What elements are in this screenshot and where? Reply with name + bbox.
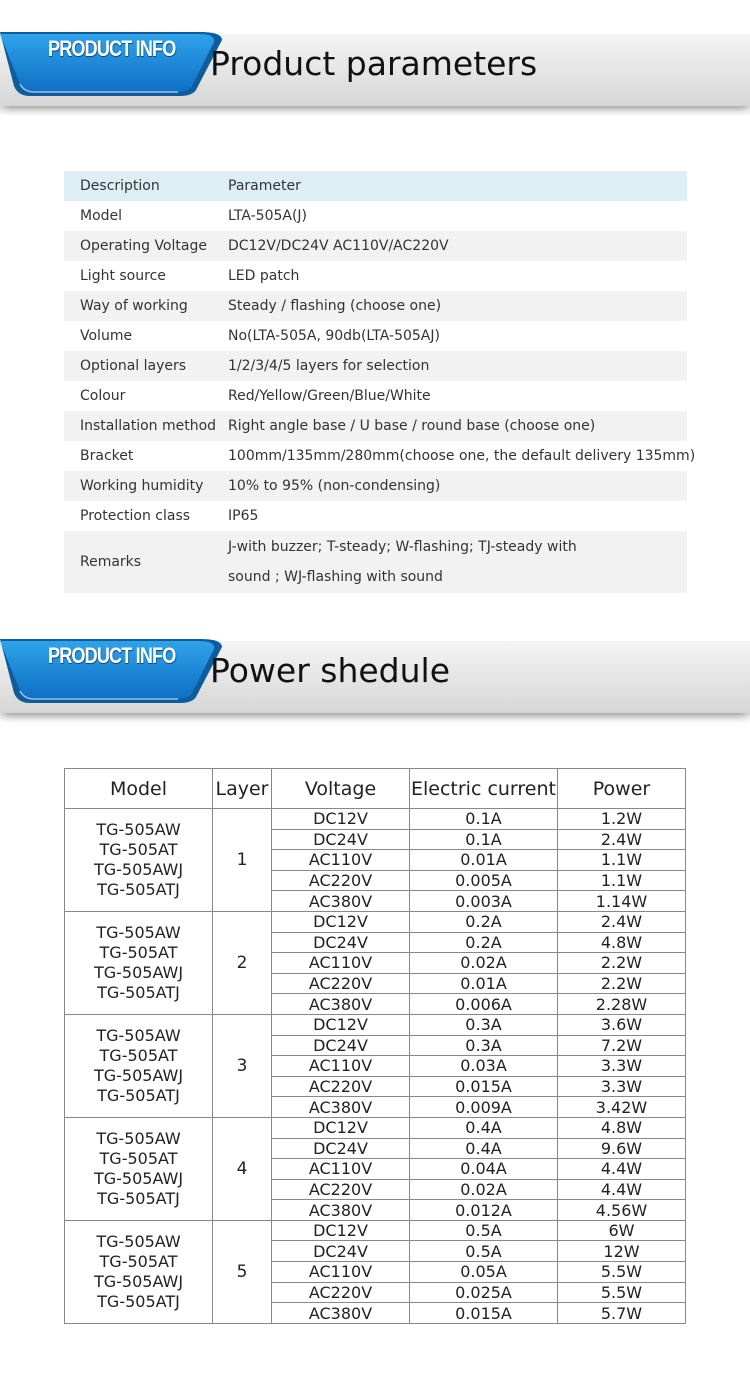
- model-name: TG-505AT: [99, 1251, 178, 1271]
- param-key: Light source: [80, 268, 166, 284]
- param-key: Optional layers: [80, 358, 187, 374]
- power-cell: 3.42W: [558, 1097, 686, 1118]
- parameters-header-row: [64, 171, 687, 201]
- current-cell: 0.1A: [410, 809, 558, 830]
- section-title: Product parameters: [210, 44, 538, 83]
- current-cell: 0.2A: [410, 911, 558, 932]
- param-value: 100mm/135mm/280mm(choose one, the default delivery 135mm): [228, 448, 696, 464]
- voltage-cell: AC380V: [272, 1097, 410, 1118]
- param-key: Way of working: [80, 298, 188, 314]
- voltage-cell: AC220V: [272, 1076, 410, 1097]
- current-cell: 0.5A: [410, 1241, 558, 1262]
- power-cell: 2.28W: [558, 994, 686, 1015]
- product-info-badge: [0, 633, 225, 703]
- current-cell: 0.4A: [410, 1138, 558, 1159]
- power-cell: 5.5W: [558, 1282, 686, 1303]
- table-row: [65, 809, 686, 830]
- voltage-cell: AC380V: [272, 1200, 410, 1221]
- voltage-cell: DC24V: [272, 1138, 410, 1159]
- table-row: [64, 471, 687, 501]
- current-cell: 0.01A: [410, 973, 558, 994]
- param-value: No(LTA-505A, 90db(LTA-505AJ): [228, 328, 440, 344]
- voltage-cell: AC110V: [272, 953, 410, 974]
- voltage-cell: AC220V: [272, 1179, 410, 1200]
- voltage-cell: AC110V: [272, 1159, 410, 1180]
- table-row: [64, 231, 687, 261]
- power-cell: 5.7W: [558, 1303, 686, 1324]
- model-name: TG-505AWJ: [93, 1168, 184, 1188]
- model-name: TG-505ATJ: [97, 879, 180, 899]
- model-name: TG-505AT: [99, 1045, 178, 1065]
- layer-cell: 1: [213, 809, 272, 912]
- model-name: TG-505AWJ: [93, 1065, 184, 1085]
- voltage-cell: DC12V: [272, 809, 410, 830]
- power-cell: 3.3W: [558, 1076, 686, 1097]
- header-layer: Layer: [213, 769, 272, 809]
- param-value: 10% to 95% (non-condensing): [228, 478, 441, 494]
- header-model: Model: [65, 769, 213, 809]
- model-cell: [65, 809, 213, 912]
- header-power: Power: [558, 769, 686, 809]
- current-cell: 0.005A: [410, 870, 558, 891]
- power-table: [64, 768, 686, 1324]
- power-header-row: [65, 769, 686, 809]
- voltage-cell: DC12V: [272, 1117, 410, 1138]
- param-value: [228, 532, 687, 592]
- param-value: LTA-505A(J): [228, 208, 308, 224]
- model-cell: [65, 1117, 213, 1220]
- model-name: TG-505AT: [99, 839, 178, 859]
- voltage-cell: DC12V: [272, 1014, 410, 1035]
- power-cell: 3.3W: [558, 1056, 686, 1077]
- table-row: [64, 291, 687, 321]
- current-cell: 0.04A: [410, 1159, 558, 1180]
- voltage-cell: DC12V: [272, 911, 410, 932]
- power-cell: 2.4W: [558, 911, 686, 932]
- voltage-cell: DC24V: [272, 932, 410, 953]
- param-key: Working humidity: [80, 478, 204, 494]
- voltage-cell: AC380V: [272, 1303, 410, 1324]
- param-value: Right angle base / U base / round base (choose one): [228, 418, 596, 434]
- table-row: [64, 201, 687, 231]
- power-cell: 2.2W: [558, 953, 686, 974]
- param-value: Red/Yellow/Green/Blue/White: [228, 388, 431, 404]
- power-cell: 1.14W: [558, 891, 686, 912]
- voltage-cell: AC220V: [272, 870, 410, 891]
- model-name: TG-505AWJ: [93, 1271, 184, 1291]
- param-value: 1/2/3/4/5 layers for selection: [228, 358, 430, 374]
- power-cell: 4.4W: [558, 1179, 686, 1200]
- model-name: TG-505AWJ: [93, 962, 184, 982]
- remarks-line: J-with buzzer; T-steady; W-flashing; TJ-steady with: [228, 539, 577, 555]
- layer-cell: 3: [213, 1014, 272, 1117]
- power-cell: 9.6W: [558, 1138, 686, 1159]
- layer-cell: 5: [213, 1220, 272, 1323]
- voltage-cell: AC220V: [272, 1282, 410, 1303]
- header-description: Description: [80, 178, 160, 194]
- param-key: Colour: [80, 388, 126, 404]
- param-key: Bracket: [80, 448, 134, 464]
- power-cell: 2.2W: [558, 973, 686, 994]
- param-value: IP65: [228, 508, 259, 524]
- power-cell: 1.1W: [558, 850, 686, 871]
- model-name: TG-505AW: [96, 1128, 181, 1148]
- table-row: [64, 441, 696, 471]
- header-parameter: Parameter: [228, 178, 301, 194]
- table-row: [64, 321, 687, 351]
- layer-cell: 2: [213, 911, 272, 1014]
- model-name: TG-505AW: [96, 922, 181, 942]
- current-cell: 0.3A: [410, 1035, 558, 1056]
- table-row-remarks: [64, 531, 687, 593]
- power-cell: 4.8W: [558, 932, 686, 953]
- voltage-cell: DC24V: [272, 1035, 410, 1056]
- param-key: Remarks: [80, 554, 142, 570]
- current-cell: 0.009A: [410, 1097, 558, 1118]
- current-cell: 0.015A: [410, 1303, 558, 1324]
- table-row: [64, 351, 687, 381]
- model-cell: [65, 911, 213, 1014]
- current-cell: 0.1A: [410, 829, 558, 850]
- power-cell: 4.4W: [558, 1159, 686, 1180]
- power-cell: 4.8W: [558, 1117, 686, 1138]
- product-info-badge: [0, 26, 225, 96]
- model-name: TG-505AT: [99, 942, 178, 962]
- power-cell: 1.1W: [558, 870, 686, 891]
- current-cell: 0.025A: [410, 1282, 558, 1303]
- current-cell: 0.012A: [410, 1200, 558, 1221]
- model-name: TG-505AT: [99, 1148, 178, 1168]
- table-row: [65, 1014, 686, 1035]
- parameters-table: [64, 171, 696, 593]
- remarks-line: sound ; WJ-flashing with sound: [228, 569, 443, 585]
- param-key: Operating Voltage: [80, 238, 207, 254]
- current-cell: 0.4A: [410, 1117, 558, 1138]
- power-cell: 1.2W: [558, 809, 686, 830]
- voltage-cell: DC24V: [272, 829, 410, 850]
- model-name: TG-505ATJ: [97, 1085, 180, 1105]
- current-cell: 0.003A: [410, 891, 558, 912]
- model-cell: [65, 1014, 213, 1117]
- current-cell: 0.02A: [410, 953, 558, 974]
- current-cell: 0.2A: [410, 932, 558, 953]
- model-name: TG-505ATJ: [97, 1188, 180, 1208]
- power-cell: 6W: [558, 1220, 686, 1241]
- power-cell: 4.56W: [558, 1200, 686, 1221]
- table-row: [65, 911, 686, 932]
- current-cell: 0.5A: [410, 1220, 558, 1241]
- current-cell: 0.05A: [410, 1262, 558, 1283]
- table-row: [64, 261, 687, 291]
- voltage-cell: AC110V: [272, 850, 410, 871]
- section-title: Power shedule: [210, 651, 451, 690]
- table-row: [65, 1220, 686, 1241]
- header-voltage: Voltage: [272, 769, 410, 809]
- model-name: TG-505ATJ: [97, 1291, 180, 1311]
- current-cell: 0.3A: [410, 1014, 558, 1035]
- param-value: LED patch: [228, 268, 300, 284]
- product-info-badge-text: PRODUCT INFO: [48, 643, 176, 668]
- power-cell: 5.5W: [558, 1262, 686, 1283]
- section-banner-product-parameters: [0, 34, 750, 106]
- voltage-cell: AC110V: [272, 1056, 410, 1077]
- header-current: Electric current: [410, 769, 558, 809]
- param-key: Model: [80, 208, 123, 224]
- voltage-cell: DC24V: [272, 1241, 410, 1262]
- voltage-cell: DC12V: [272, 1220, 410, 1241]
- table-row: [64, 411, 687, 441]
- voltage-cell: AC380V: [272, 994, 410, 1015]
- product-info-badge-text: PRODUCT INFO: [48, 36, 176, 61]
- param-key: Volume: [80, 328, 133, 344]
- voltage-cell: AC110V: [272, 1262, 410, 1283]
- section-banner-power-schedule: [0, 641, 750, 713]
- table-row: [64, 381, 687, 411]
- param-value: DC12V/DC24V AC110V/AC220V: [228, 238, 449, 254]
- table-row: [64, 501, 687, 531]
- param-key: Installation method: [80, 418, 217, 434]
- current-cell: 0.015A: [410, 1076, 558, 1097]
- voltage-cell: AC380V: [272, 891, 410, 912]
- power-cell: 7.2W: [558, 1035, 686, 1056]
- param-value: Steady / flashing (choose one): [228, 298, 442, 314]
- voltage-cell: AC220V: [272, 973, 410, 994]
- current-cell: 0.03A: [410, 1056, 558, 1077]
- layer-cell: 4: [213, 1117, 272, 1220]
- current-cell: 0.006A: [410, 994, 558, 1015]
- param-key: Protection class: [80, 508, 191, 524]
- model-name: TG-505AW: [96, 819, 181, 839]
- power-cell: 3.6W: [558, 1014, 686, 1035]
- power-cell: 12W: [558, 1241, 686, 1262]
- current-cell: 0.02A: [410, 1179, 558, 1200]
- table-row: [65, 1117, 686, 1138]
- model-name: TG-505AWJ: [93, 859, 184, 879]
- current-cell: 0.01A: [410, 850, 558, 871]
- model-name: TG-505AW: [96, 1025, 181, 1045]
- model-name: TG-505AW: [96, 1231, 181, 1251]
- model-cell: [65, 1220, 213, 1323]
- power-cell: 2.4W: [558, 829, 686, 850]
- model-name: TG-505ATJ: [97, 982, 180, 1002]
